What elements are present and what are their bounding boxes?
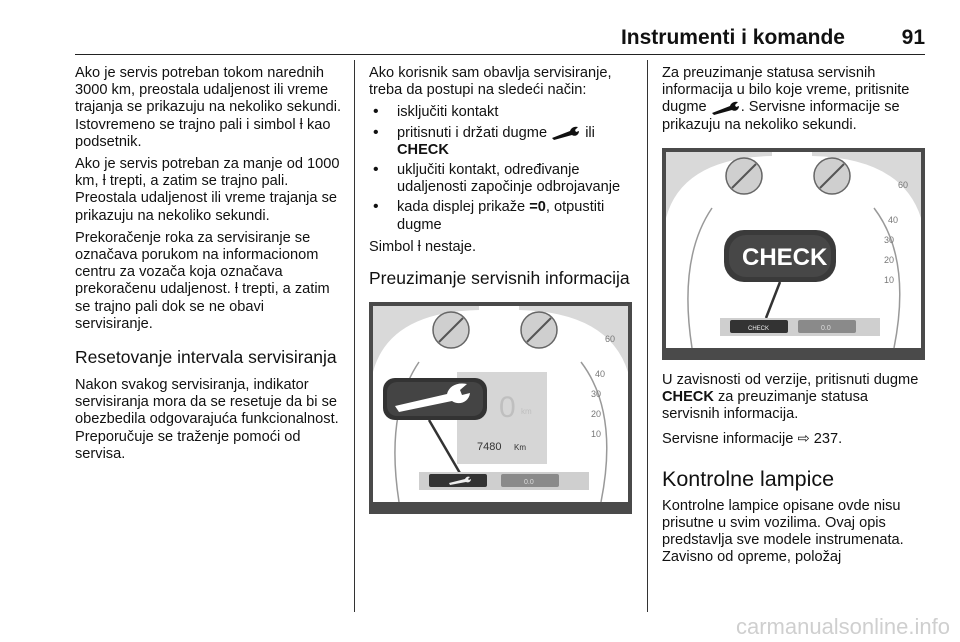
paragraph: Simbol ƚ nestaje. (369, 238, 477, 255)
column-3 (662, 65, 927, 571)
paragraph: Nakon svakog servisiranja, indikator servisiranja mora da se resetuje da bi se obezbedila odgovarajuća funkcionalnost. Preporučuje se traženje pomoći od servisa. (75, 377, 339, 462)
step-list (369, 104, 637, 233)
display-unit: km (521, 407, 532, 417)
section-heading: Kontrolne lampice (662, 466, 835, 491)
watermark: carmanualsonline.info (735, 614, 950, 639)
paragraph: Kontrolne lampice opisane ovde nisu prisutne u svim vozilima. Ovaj opis predstavlja sve modele instrumenata. Zavisno od opreme, položaj (662, 497, 904, 566)
list-item: • uključiti kontakt, određivanje udaljenosti započinje odbrojavanje (369, 162, 637, 196)
section-heading: Resetovanje intervala servisiranja (75, 347, 337, 368)
svg-text:40: 40 (888, 214, 899, 225)
instrument-cluster-wrench-illustration (369, 302, 632, 514)
paragraph: Ako korisnik sam obavlja servisiranje, treba da postupi na sledeći način: (369, 65, 612, 99)
section-heading: Preuzimanje servisnih informacija (369, 268, 630, 289)
column-divider (354, 60, 355, 612)
svg-text:60: 60 (605, 334, 616, 345)
paragraph: Ako je servis potreban tokom narednih 3000 km, preostala udaljenost ili vreme trajanja se prikazuju na nekoliko sekundi. Istovremeno se trajno pali i simbol ƚ kao podsetnik. (75, 65, 342, 150)
cross-reference[interactable]: Servisne informacije ⇨ 237. (662, 431, 843, 448)
check-button-label: CHECK (748, 325, 770, 332)
svg-text:30: 30 (591, 389, 602, 400)
list-item: • isključiti kontakt (369, 104, 637, 121)
page-header (75, 22, 925, 55)
svg-text:40: 40 (595, 369, 606, 380)
display-value: 0 (499, 391, 516, 425)
paragraph: U zavisnosti od verzije, pritisnuti dugme CHECK za preuzimanje statusa servisnih informacija. (662, 371, 919, 423)
check-badge-label: CHECK (742, 243, 828, 271)
column-1 (75, 65, 345, 468)
svg-text:20: 20 (884, 254, 895, 265)
svg-text:30: 30 (884, 234, 895, 245)
svg-text:10: 10 (591, 429, 602, 440)
instrument-cluster-check-illustration (662, 148, 925, 360)
list-item: • kada displej prikaže =0, otpustiti dugme (369, 199, 637, 233)
trip-button-label: 0.0 (524, 479, 534, 487)
paragraph: Prekoračenje roka za servisiranje se označava porukom na informacionom centru za vozača koja označava prekoračenu udaljenost. ƚ trepti, a zatim se trajno pali dok se ne obavi servisiranje. (75, 229, 330, 332)
column-divider (647, 60, 648, 612)
wrench-icon (551, 126, 581, 140)
paragraph: Za preuzimanje statusa servisnih informacija u bilo koje vreme, pritisnite dugme . Servisne informacije se prikazuju na nekoliko sekundi. (662, 65, 910, 133)
odometer-unit: Km (514, 443, 526, 453)
wrench-icon (711, 101, 741, 115)
paragraph: Ako je servis potreban za manje od 1000 km, ƚ trepti, a zatim se trajno pali. Preostala udaljenost ili vreme trajanja se prikazuju na nekoliko sekundi. (75, 156, 340, 224)
page-number: 91 (901, 26, 925, 49)
column-2 (369, 65, 637, 526)
svg-text:20: 20 (591, 409, 602, 420)
odometer-value: 7480 (477, 441, 502, 454)
svg-text:10: 10 (884, 274, 895, 285)
page-title: Instrumenti i komande (620, 26, 845, 49)
svg-text:60: 60 (898, 179, 909, 190)
trip-button-label: 0.0 (821, 324, 831, 332)
list-item: • pritisnuti i držati dugme ili CHECK (369, 125, 637, 159)
